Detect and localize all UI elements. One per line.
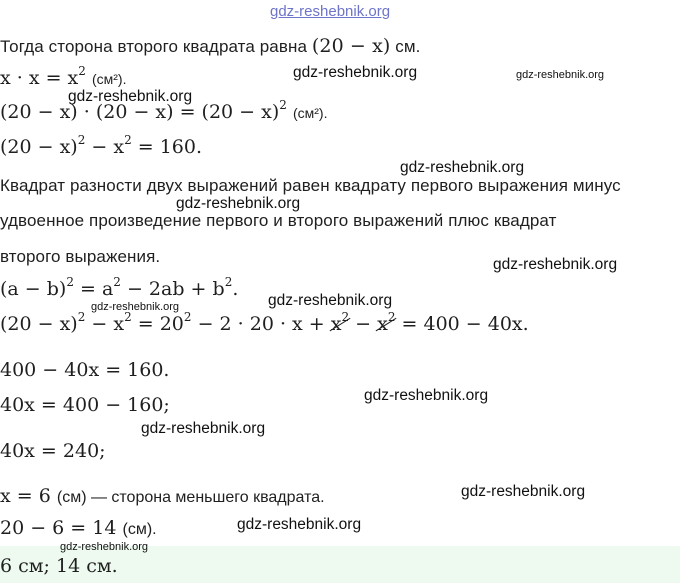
eq-part: = 160.	[131, 136, 203, 158]
exponent: 2	[279, 98, 287, 112]
eq-expansion	[0, 310, 529, 335]
eq-part: (20 − x)	[0, 136, 78, 158]
watermark: gdz-reshebnik.org	[237, 516, 362, 533]
eq-part: = 20	[131, 313, 184, 335]
watermark: gdz-reshebnik.org	[293, 64, 418, 81]
eq-part: (20 − x)	[0, 313, 78, 335]
eq-part: − x	[85, 313, 125, 335]
eq-part: x	[377, 313, 388, 335]
watermark: gdz-reshebnik.org	[364, 387, 489, 404]
eq-part: .	[232, 278, 239, 300]
watermark: gdz-reshebnik.org	[400, 159, 525, 176]
watermark: gdz-reshebnik.org	[68, 88, 193, 105]
eq-lhs: x · x = x	[0, 67, 79, 89]
eq-part: − x	[85, 136, 125, 158]
watermark: gdz-reshebnik.org	[141, 420, 266, 437]
sentence-text: Тогда сторона второго квадрата равна	[0, 37, 308, 56]
unit-cm2: (см²).	[292, 105, 328, 121]
exponent: 2	[224, 275, 233, 289]
exponent: 2	[77, 310, 86, 324]
exponent: 2	[124, 133, 132, 147]
unit-cm: см.	[395, 37, 421, 56]
sentence-second-square-side	[0, 35, 420, 57]
eq-x-times-x	[0, 64, 127, 89]
eq-part: x = 6	[0, 485, 51, 507]
exponent: 2	[183, 310, 192, 324]
exponent: 2	[78, 64, 86, 78]
eq-part: (a − b)	[0, 278, 67, 300]
eq-solve-4	[0, 485, 325, 507]
paragraph-line-1: Квадрат разности двух выражений равен квадрату первого выражения минус	[0, 176, 621, 195]
exponent: 2	[77, 133, 86, 147]
eq-solve-5	[0, 517, 157, 539]
formula-square-of-difference	[0, 275, 239, 300]
paragraph-line-3: второго выражения.	[0, 247, 161, 266]
eq-part: = a	[73, 278, 114, 300]
eq-part: x	[330, 313, 342, 335]
eq-part: − 2 · 20 · x +	[191, 313, 331, 335]
eq-solve-2: 40x = 400 − 160;	[0, 394, 170, 416]
eq-part: 20 − 6 = 14	[0, 517, 117, 539]
exponent: 2	[387, 310, 396, 324]
exponent: 2	[66, 275, 74, 289]
watermark: gdz-reshebnik.org	[493, 256, 618, 273]
watermark-top: gdz-reshebnik.org	[270, 3, 391, 20]
eq-area-difference	[0, 133, 203, 158]
exponent: 2	[341, 310, 350, 324]
eq-part: − 2ab + b	[120, 278, 225, 300]
unit-cm: (см).	[122, 521, 157, 538]
eq-part: −	[349, 313, 378, 335]
eq-description: (см) — сторона меньшего квадрата.	[56, 489, 325, 506]
exponent: 2	[124, 310, 132, 324]
watermark: gdz-reshebnik.org	[461, 483, 586, 500]
eq-solve-1: 400 − 40x = 160.	[0, 359, 170, 381]
paragraph-line-2: удвоенное произведение первого и второго выражений плюс квадрат	[0, 211, 557, 230]
cancelled-term-2	[377, 310, 396, 335]
watermark: gdz-reshebnik.org	[268, 292, 393, 309]
unit-cm2: (см²).	[91, 71, 127, 87]
answer-text: 6 см; 14 см.	[0, 555, 118, 577]
watermark: gdz-reshebnik.org	[60, 541, 149, 553]
eq-solve-3: 40x = 240;	[0, 440, 106, 462]
watermark: gdz-reshebnik.org	[176, 195, 301, 212]
exponent: 2	[113, 275, 121, 289]
eq-part: = 400 − 40x.	[395, 313, 529, 335]
cancelled-term-1	[330, 310, 350, 335]
expr-20-minus-x: (20 − x)	[311, 35, 391, 57]
watermark: gdz-reshebnik.org	[516, 69, 605, 81]
eq-body: (20 − x) · (20 − x) = (20 − x)	[0, 101, 280, 123]
watermark: gdz-reshebnik.org	[91, 301, 180, 313]
